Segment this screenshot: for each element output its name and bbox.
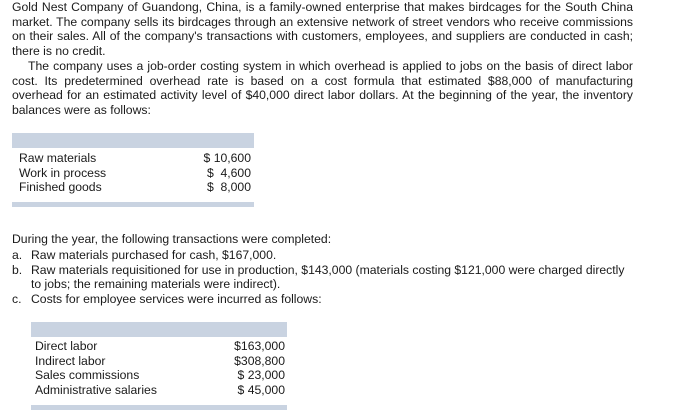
- table-row: [35, 339, 285, 354]
- row-value: $ 4,600: [206, 165, 251, 180]
- item-marker: b.: [12, 262, 23, 277]
- row-label: Indirect labor: [35, 353, 106, 368]
- table-row: [19, 180, 251, 195]
- row-label: Direct labor: [35, 339, 98, 353]
- item-text: Raw materials purchased for cash, $167,000.: [31, 248, 277, 262]
- row-label: Finished goods: [19, 180, 102, 195]
- row-value: $ 8,000: [206, 180, 251, 195]
- list-item: [12, 263, 633, 292]
- inventory-balances-table: [19, 151, 251, 195]
- row-value: $ 23,000: [237, 368, 285, 383]
- intro-paragraph-1: Gold Nest Company of Guandong, China, is a family-owned enterprise that makes birdcages for the South China market. The company sells its birdcages through an extensive network of street vendors who receive commissions on their sales. All of the company's transactions with customers, employees, and suppliers are conducted in cash; there is no credit.: [12, 0, 633, 58]
- row-value: $ 45,000: [237, 382, 285, 397]
- employee-costs-footer-band: [31, 405, 287, 410]
- transactions-intro: During the year, the following transactions were completed:: [12, 232, 332, 246]
- row-value: $308,800: [234, 353, 285, 368]
- employee-costs-header-band: [31, 322, 287, 337]
- transactions-list: [12, 248, 633, 306]
- table-row: [19, 166, 251, 181]
- row-label: Work in process: [19, 165, 107, 180]
- list-item: [12, 292, 633, 307]
- table-row: [19, 151, 251, 166]
- row-label: Raw materials: [19, 151, 97, 165]
- item-text: Costs for employee services were incurred as follows:: [31, 291, 322, 306]
- table-row: [35, 354, 285, 369]
- item-marker: c.: [12, 291, 22, 306]
- row-value: $163,000: [234, 339, 285, 353]
- row-label: Administrative salaries: [35, 382, 157, 397]
- intro-paragraph-2: The company uses a job-order costing system in which overhead is applied to jobs on the basis of direct labor cost. Its predetermined overhead rate is based on a cost formula that estimated $88,000 of manufacturing overhead for an estimated activity level of $40,000 direct labor dollars. At the beginning of the year, the inventory balances were as follows:: [12, 59, 633, 117]
- table-row: [35, 368, 285, 383]
- item-marker: a.: [12, 248, 23, 262]
- inventory-table-footer-band: [12, 202, 254, 207]
- employee-costs-table: [35, 339, 285, 397]
- item-text: Raw materials requisitioned for use in production, $143,000 (materials costing $121,000 were charged directly to jobs; the remaining materials were indirect).: [31, 262, 625, 292]
- row-label: Sales commissions: [35, 368, 140, 383]
- row-value: $ 10,600: [203, 151, 251, 165]
- table-row: [35, 383, 285, 398]
- list-item: [12, 248, 633, 263]
- inventory-table-header-band: [12, 133, 254, 148]
